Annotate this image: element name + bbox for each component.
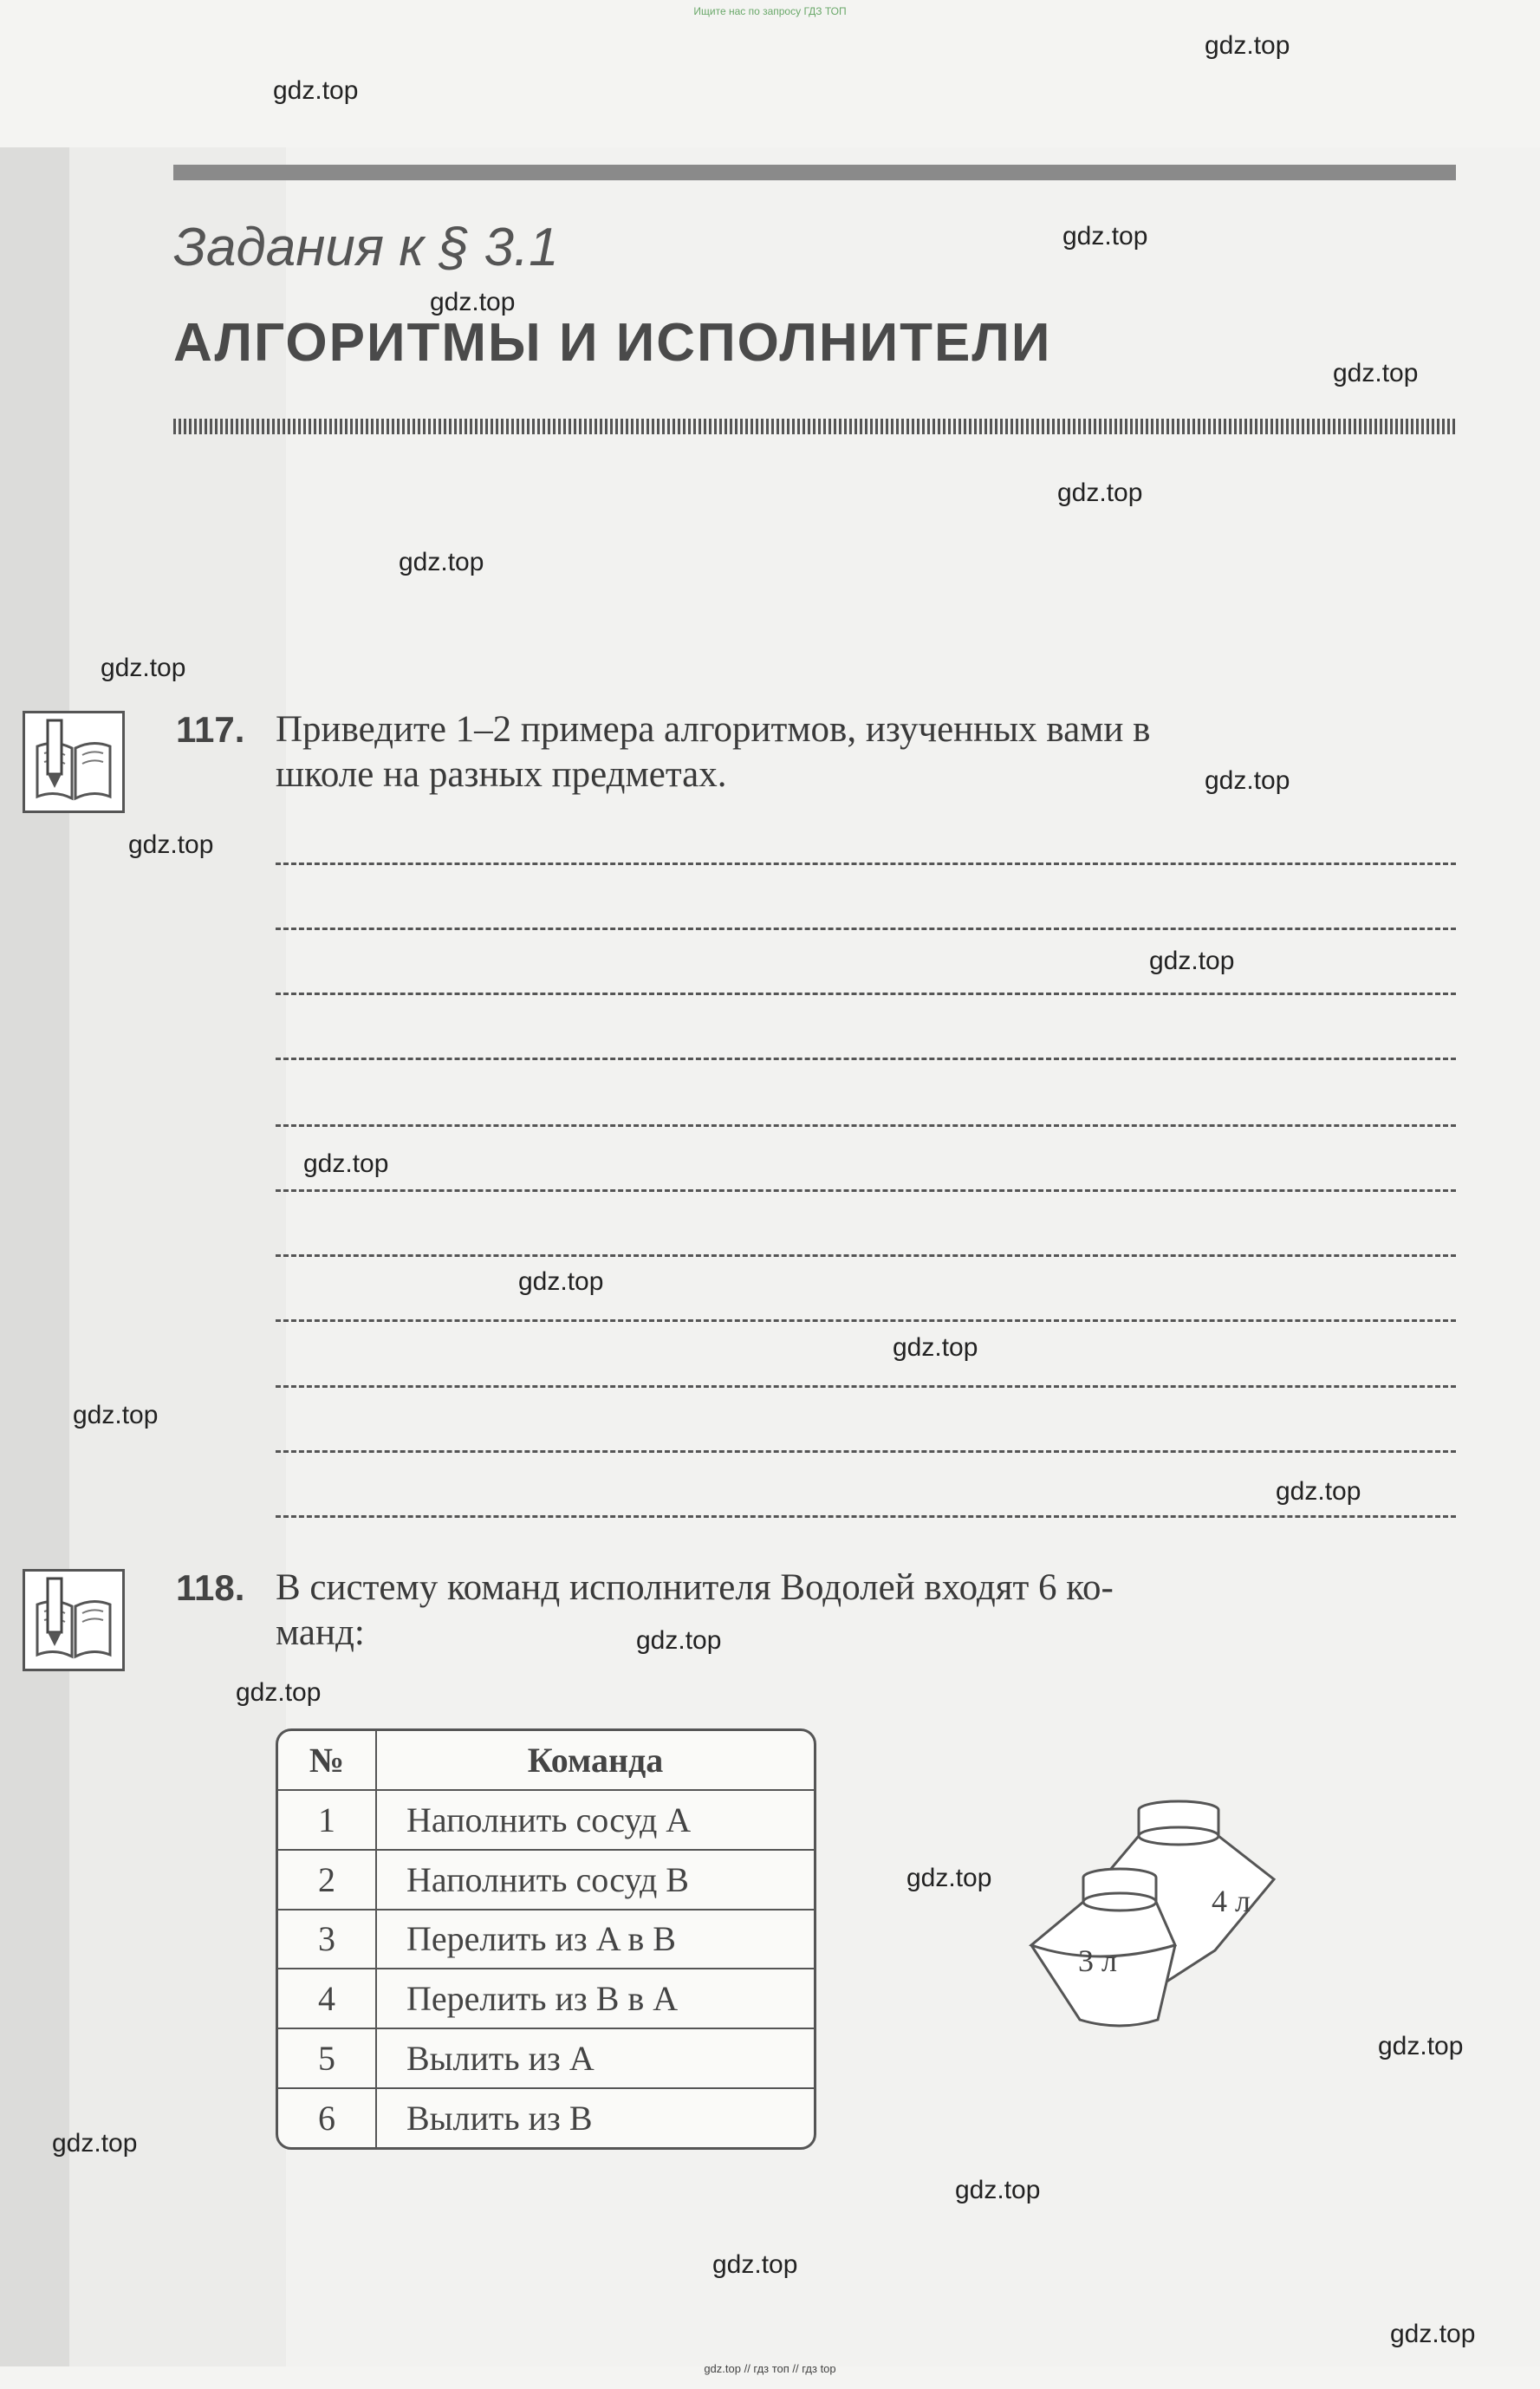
row-command: Перелить из A в B: [376, 1910, 814, 1969]
watermark-text: gdz.top: [430, 288, 516, 316]
watermark-text: gdz.top: [73, 1401, 159, 1429]
watermark-text: gdz.top: [1205, 31, 1290, 60]
header-bar: [173, 165, 1456, 180]
jugs-illustration: [1014, 1786, 1291, 2046]
answer-line[interactable]: [276, 1450, 1456, 1453]
book-pencil-icon: [23, 711, 125, 813]
answer-line[interactable]: [276, 993, 1456, 995]
watermark-text: gdz.top: [1057, 478, 1143, 507]
watermark-text: gdz.top: [399, 548, 484, 576]
watermark-text: gdz.top: [236, 1678, 322, 1707]
watermark-text: gdz.top: [1390, 2320, 1476, 2348]
answer-line[interactable]: [276, 1385, 1456, 1388]
hatch-divider: [173, 419, 1456, 434]
jug-b-label: 4 л: [1212, 1884, 1251, 1918]
watermark-text: gdz.top: [1378, 2032, 1464, 2060]
watermark-text: gdz.top: [636, 1626, 722, 1655]
table-header-row: [278, 1731, 814, 1790]
watermark-text: gdz.top: [303, 1149, 389, 1178]
watermark-text: gdz.top: [1205, 766, 1290, 795]
watermark-text: gdz.top: [128, 830, 214, 859]
jug-a-label: 3 л: [1078, 1943, 1117, 1978]
watermark-text: gdz.top: [906, 1864, 992, 1892]
table-row: [278, 1969, 814, 2028]
row-number: 3: [278, 1910, 376, 1969]
answer-line[interactable]: [276, 928, 1456, 930]
answer-line[interactable]: [276, 863, 1456, 865]
row-command: Вылить из B: [406, 2099, 593, 2138]
row-number: 5: [278, 2028, 376, 2088]
search-banner[interactable]: Ищите нас по запросу ГДЗ ТОП: [693, 5, 847, 17]
row-number: 6: [278, 2088, 376, 2147]
task-118-number: 118.: [176, 1567, 245, 1608]
task-118-line-2: манд:: [276, 1612, 365, 1653]
section-reference: Задания к § 3.1: [173, 218, 559, 277]
watermark-text: gdz.top: [1333, 359, 1419, 387]
column-header-number: №: [278, 1731, 376, 1790]
row-command: Перелить из B в A: [376, 1969, 814, 2028]
watermark-text: gdz.top: [1149, 947, 1235, 975]
watermark-text: gdz.top: [1062, 222, 1148, 251]
watermark-text: gdz.top: [893, 1333, 978, 1362]
watermark-text: gdz.top: [712, 2250, 798, 2279]
answer-line[interactable]: [276, 1124, 1456, 1127]
command-table: [276, 1728, 816, 2150]
column-header-command: Команда: [376, 1731, 814, 1790]
table-row: [278, 1790, 814, 1850]
jug-a-icon: [1031, 1869, 1175, 2026]
row-command: Вылить из A: [376, 2028, 814, 2088]
watermark-text: gdz.top: [52, 2129, 138, 2158]
watermark-text: gdz.top: [1276, 1477, 1361, 1506]
task-117-line-1: Приведите 1–2 примера алгоритмов, изученных вами в: [276, 709, 1151, 750]
row-number: 4: [278, 1969, 376, 2028]
task-118-line-1: В систему команд исполнителя Водолей входят 6 ко-: [276, 1567, 1114, 1608]
table-row: [278, 1850, 814, 1910]
task-117-number: 117.: [176, 709, 245, 750]
answer-line[interactable]: [276, 1515, 1456, 1518]
task-117-line-2: школе на разных предметах.: [276, 754, 727, 795]
answer-line[interactable]: [276, 1189, 1456, 1192]
row-command: Наполнить сосуд B: [376, 1850, 814, 1910]
table-row: [278, 1910, 814, 1969]
watermark-text: gdz.top: [518, 1267, 604, 1296]
watermark-text: gdz.top: [101, 654, 186, 682]
table-row: [278, 2088, 814, 2147]
task-118-text: [276, 1566, 1456, 1656]
answer-line[interactable]: [276, 1254, 1456, 1257]
section-title: АЛГОРИТМЫ И ИСПОЛНИТЕЛИ: [173, 313, 1052, 373]
footer-text: gdz.top // гдз топ // гдз top: [704, 2362, 836, 2375]
answer-line[interactable]: [276, 1319, 1456, 1322]
book-pencil-icon: [23, 1569, 125, 1671]
answer-line[interactable]: [276, 1058, 1456, 1060]
row-command: Наполнить сосуд A: [376, 1790, 814, 1850]
watermark-text: gdz.top: [955, 2176, 1041, 2204]
watermark-text: gdz.top: [273, 76, 359, 105]
row-number: 1: [278, 1790, 376, 1850]
row-number: 2: [278, 1850, 376, 1910]
table-row: [278, 2028, 814, 2088]
